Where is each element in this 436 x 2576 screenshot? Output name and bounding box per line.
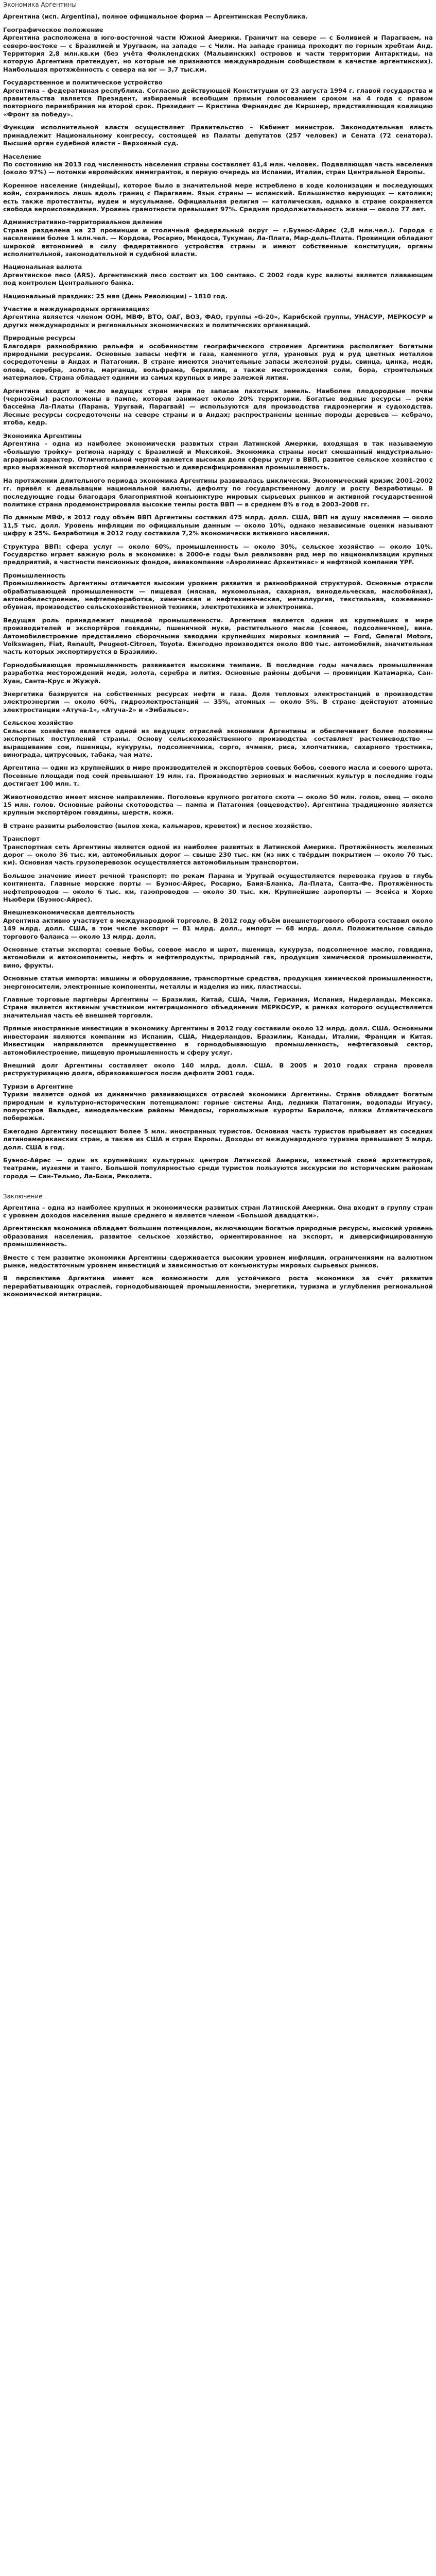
section [3,263,433,300]
section-paragraph: Аргентина расположена в юго-восточной части Южной Америки. Граничит на севере — с Боливией и Парагваем, на северо-востоке — с Бразилией и Уругваем, на западе — с Чили. На западе граница проходит по горным хребтам Анд. Территория 2,8 млн.кв.км (без учёта Фолклендских (Мальвинских) островов и части территории Антарктиды, на которую Аргентина претендует, но которые не признаются международным сообществом в качестве аргентинских). Наибольшая протяжённость с севера на юг — 3,7 тыс.км. [3,34,433,73]
section-paragraph: Аргентина является членом ООН, МВФ, ВТО, ОАГ, ВОЗ, ФАО, группы «G-20», Карибской группы, УНАСУР, МЕРКОСУР и других международных и региональных экономических и политических организаций. [3,313,433,329]
section-paragraph: Внешний долг Аргентины составляет около 140 млрд. долл. США. В 2005 и 2010 годах страна провела реструктуризацию долга, образовавшегося после дефолта 2001 года. [3,1061,433,1077]
section [3,572,433,715]
section-paragraph: Аргентина – одна из наиболее экономически развитых стран Латинской Америки, входящая в так называемую «большую тройку» региона наряду с Бразилией и Мексикой. Экономика страны носит смешанный индустриально-аграрный характер. Отличительной чертой является высокая доля сферы услуг в ВВП, развитое сельское хозяйство с ярко выраженной экспортной направленностью и диверсифицированная промышленность. [3,440,433,471]
section-heading: Государственное и политическое устройство [3,79,163,87]
section-paragraph: Структура ВВП: сфера услуг — около 60%, промышленность — около 30%, сельское хозяйство — около 10%. Государство играет важную роль в экономике: в 2000-е годы был реализован ряд мер по национализации крупных предприятий, в частности пенсионных фондов, авиакомпании «Аэролинеас Архентинас» и нефтяной компании YPF. [3,543,433,566]
section-paragraph: Сельское хозяйство является одной из ведущих отраслей экономики Аргентины и обеспечивает более половины экспортных поступлений страны. Основу сельскохозяйственного производства составляет растениеводство — выращивание сои, пшеницы, кукурузы, подсолнечника, сорго, ячменя, риса, хлопчатника, сахарного тростника, винограда, цитрусовых, табака, чая мате. [3,727,433,758]
conclusion-section [3,1193,433,1298]
section-heading: Административно-территориальное деление [3,218,163,226]
document [3,1,433,1299]
section-paragraph: Ведущая роль принадлежит пищевой промышленности. Аргентина является одним из крупнейших в мире производителей и экспортёров говядины, пшеничной муки, растительного масла (соевое, подсолнечное), вина. Автомобилестроение представлено сборочными заводами крупнейших мировых компаний — Ford, General Motors, Volkswagen, Fiat, Renault, Peugeot-Citroen, Toyota. Ежегодно производится около 800 тыс. автомобилей, значительная часть которых экспортируется в Бразилию. [3,616,433,656]
section-paragraph: Прямые иностранные инвестиции в экономику Аргентины в 2012 году составили около 12 млрд. долл. США. Основными инвесторами являются компании из Испании, США, Нидерландов, Бразилии, Канады, Италии, Франции и Китая. Инвестиции направляются преимущественно в горнодобывающую промышленность, нефтегазовый сектор, автомобилестроение, пищевую промышленность и сферу услуг. [3,1025,433,1056]
section-paragraph: По состоянию на 2013 год численность населения страны составляет 41,4 млн. человек. Подавляющая часть населения (около 97%) — потомки европейских иммигрантов, в первую очередь из Испании, Италии, стран Центральной Европы. [3,160,433,176]
section-heading: Население [3,152,41,160]
section-paragraph: На протяжении длительного периода экономика Аргентины развивалась циклически. Экономический кризис 2001–2002 гг. привёл к девальвации национальной валюты, дефолту по государственному долгу и росту безработицы. В последующие годы благодаря благоприятной конъюнктуре мировых сырьевых рынков и активной государственной политике страна продемонстрировала высокие темпы роста ВВП — в среднем 8% в год в 2003–2008 гг. [3,477,433,508]
section-paragraph: Буэнос-Айрес — один из крупнейших культурных центров Латинской Америки, известный своей архитектурой, театрами, музеями и танго. Большой популярностью среди туристов пользуются экскурсии по историческим районам города — Сан-Тельмо, Ла-Бока, Реколета. [3,1156,433,1180]
section-paragraph: Туризм является одной из динамично развивающихся отраслей экономики Аргентины. Страна обладает богатым природным и культурно-историческим потенциалом: горные системы Анд, ледники Патагонии, водопады Игуасу, полуостров Вальдес, винодельческие районы Мендосы, горнолыжные курорты Барилоче, пляжи Атлантического побережья. [3,1091,433,1122]
section [3,835,433,904]
section-heading: Экономика Аргентины [3,432,82,439]
section-heading: Внешнеэкономическая деятельность [3,909,135,917]
section [3,218,433,258]
section [3,432,433,567]
section-heading: Туризм в Аргентине [3,1082,73,1090]
section [3,334,433,427]
intro-paragraph: Аргентина (исп. Argentina), полное официальное форма — Аргентинская Республика. [3,13,308,21]
section-heading: Транспорт [3,835,40,843]
section-paragraph: Ежегодно Аргентину посещают более 5 млн. иностранных туристов. Основная часть туристов прибывает из соседних латиноамериканских стран, а также из США и стран Европы. Доходы от международного туризма превышают 5 млрд. долл. США в год. [3,1127,433,1151]
section-heading: Промышленность [3,571,66,579]
section [3,153,433,214]
section-paragraph: Страна разделена на 23 провинции и столичный федеральный округ — г.Буэнос-Айрес (2,8 млн.чел.). Города с населением более 1 млн.чел. — Кордова, Росарио, Мендоса, Тукуман, Ла-Плата, Мар-дель-Плата. Провинции обладают широкой автономией в силу федеративного устройства страны и имеют собственные конституции, органы исполнительной, законодательной и судебной власти. [3,226,433,258]
section [3,1083,433,1180]
conclusion-paragraph: Аргентина – одна из наиболее крупных и экономически развитых стран Латинской Америки. Она входит в группу стран с уровнем доходов населения выше среднего и является членом «Большой двадцатки». [3,1204,433,1219]
section-paragraph: Аргентина — один из крупнейших в мире производителей и экспортёров соевых бобов, соевого масла и соевого шрота. Посевные площади под соей превышают 19 млн. га. Производство зерновых и масличных культур в последние годы достигает 100 млн. т. [3,764,433,788]
section-paragraph: По данным МВФ, в 2012 году объём ВВП Аргентины составил 475 млрд. долл. США, ВВП на душу населения — около 11,5 тыс. долл. Уровень инфляции по официальным данным — около 10%, однако независимые оценки называют цифру в 25%. Безработица в 2012 году составила 7,2% экономически активного населения. [3,514,433,537]
section-paragraph: Аргентина активно участвует в международной торговле. В 2012 году объём внешнеторгового оборота составил около 149 млрд. долл. США, в том числе экспорт — 81 млрд. долл., импорт — 68 млрд. долл. Положительное сальдо торгового баланса — около 13 млрд. долл. [3,917,433,940]
conclusion-body [3,1204,433,1299]
section-paragraph: Национальный праздник: 25 мая (День Революции) – 1810 год. [3,292,228,300]
section-paragraph: Промышленность Аргентины отличается высоким уровнем развития и разнообразной структурой. Основные отрасли обрабатывающей промышленности — пищевая (мясная, мукомольная, сахарная, винодельческая, маслобойная), автомобилестроение, нефтепереработка, химическая и нефтехимическая, металлургия, текстильная, кожевенно-обувная, производство сельскохозяйственной техники, электротехника и электроника. [3,580,433,611]
conclusion-paragraph: Вместе с тем развитие экономики Аргентины сдерживается высоким уровнем инфляции, ограничениями на валютном рынке, недостаточным уровнем инвестиций и зависимостью от конъюнктуры мировых сырьевых рынков. [3,1253,433,1269]
section-paragraph: Аргентина входит в число ведущих стран мира по запасам пахотных земель. Наиболее плодородные почвы (чернозёмы) расположены в пампе, которая занимает около 20% территории. Богатые водные ресурсы — реки бассейна Ла-Платы (Парана, Уругвай, Парагвай) — используются для производства гидроэнергии и судоходства. Лесные ресурсы сосредоточены на севере страны и в Андах; распространены ценные породы деревьев — кебрачо, ятоба, кедр. [3,387,433,427]
section-heading: Географическое положение [3,26,103,33]
conclusion-paragraph: В перспективе Аргентина имеет все возможности для устойчивого роста экономики за счёт развития перерабатывающих отраслей, горнодобывающей промышленности, энергетики, туризма и углубления региональной экономической интеграции. [3,1275,433,1298]
section-heading: Национальная валюта [3,263,82,271]
section [3,26,433,74]
section-paragraph: Аргентинское песо (ARS). Аргентинский песо состоит из 100 сентаво. С 2002 года курс валюты является плавающим под контролем Центрального банка. [3,271,433,287]
section [3,909,433,1077]
section-paragraph: Аргентина – федеративная республика. Согласно действующей Конституции от 23 августа 1994 г. главой государства и правительства является Президент, избираемый всеобщим прямым голосованием сроком на 4 года с правом повторного переизбрания на второй срок. Президент — Кристина Фернандес де Киршнер, представляющая коалицию «Фронт за победу». [3,87,433,118]
section [3,306,433,329]
page-title: Экономика Аргентины [3,1,77,8]
section-paragraph: В стране развиты рыболовство (вылов хека, кальмаров, креветок) и лесное хозяйство. [3,822,312,829]
section-heading: Сельское хозяйство [3,719,73,727]
section-paragraph: Энергетика базируется на собственных ресурсах нефти и газа. Доля тепловых электростанций в производстве электроэнергии — около 60%, гидроэлектростанций — 35%, атомных — около 5%. В стране действуют атомные электростанции «Атуча-1», «Атуча-2» и «Эмбальсе». [3,690,433,714]
section-paragraph: Основные статьи импорта: машины и оборудование, транспортные средства, продукция химической промышленности, энергоносители, электронные компоненты, металлы и изделия из них, пластмассы. [3,975,433,990]
section-paragraph: Благодаря разнообразию рельефа и особенностям географического строения Аргентина располагает богатыми природными ресурсами. Основные запасы нефти и газа, каменного угля, урановых руд и руд цветных металлов сосредоточены в Андах и Патагонии. В стране имеются значительные запасы железной руды, свинца, цинка, меди, олова, серебра, золота, марганца, вольфрама, бериллия, а также месторождения соли, бора, строительных материалов. Страна обладает одними из самых крупных в мире залежей лития. [3,342,433,382]
section-paragraph: Главные торговые партнёры Аргентины — Бразилия, Китай, США, Чили, Германия, Испания, Нидерланды, Мексика. Страна является активным участником интеграционного объединения МЕРКОСУР, в рамках которого осуществляется значительная часть её внешней торговли. [3,996,433,1019]
section-heading: Участие в международных организациях [3,306,150,313]
section-paragraph: Животноводство имеет мясное направление. Поголовье крупного рогатого скота — около 50 млн. голов, овец — около 15 млн. голов. Основные районы скотоводства — пампа и Патагония (овцеводство). Аргентина традиционно является крупным экспортёром говядины, шерсти, кожи. [3,793,433,817]
section [3,719,433,830]
section [3,79,433,147]
section-paragraph: Функции исполнительной власти осуществляет Правительство – Кабинет министров. Законодательная власть принадлежит Национальному конгрессу, состоящей из Палаты депутатов (257 человек) и Сената (72 сенатора). Высший орган судебной власти – Верховный суд. [3,124,433,147]
section-paragraph: Большое значение имеет речной транспорт: по рекам Парана и Уругвай осуществляется перевозка грузов в глубь континента. Главные морские порты — Буэнос-Айрес, Росарио, Баия-Бланка, Ла-Плата, Санта-Фе. Протяжённость нефтепроводов — около 6 тыс. км, газопроводов — около 30 тыс. км. Крупнейшие аэропорты — Эсейса и Хорхе Ньюбери (Буэнос-Айрес). [3,872,433,903]
conclusion-heading: Заключение [3,1193,43,1200]
section-paragraph: Основные статьи экспорта: соевые бобы, соевое масло и шрот, пшеница, кукуруза, подсолнечное масло, говядина, автомобили и автокомпоненты, нефть и нефтепродукты, природный газ, продукция химической промышленности, вино, фрукты. [3,946,433,969]
section-paragraph: Горнодобывающая промышленность развивается высокими темпами. В последние годы началась промышленная разработка месторождений меди, золота, серебра и лития. Основные районы добычи — провинции Катамарка, Сан-Хуан, Санта-Крус и Жужуй. [3,661,433,685]
section-paragraph: Транспортная сеть Аргентины является одной из наиболее развитых в Латинской Америке. Протяжённость железных дорог — около 36 тыс. км, автомобильных дорог — свыше 230 тыс. км (из них с твёрдым покрытием — около 70 тыс. км). Основная часть грузоперевозок осуществляется автомобильным транспортом. [3,843,433,867]
conclusion-paragraph: Аргентинская экономика обладает большим потенциалом, включающим богатые природные ресурсы, высокий уровень образования населения, развитое сельское хозяйство, ориентированное на экспорт, и диверсифицированную промышленность. [3,1225,433,1248]
section-heading: Природные ресурсы [3,334,76,342]
sections-container [3,26,433,1180]
section-paragraph: Коренное население (индейцы), которое было в значительной мере истреблено в ходе колонизации и последующих войн, сохранилось лишь вдоль границ с Парагваем. Язык страны — испанский. Большинство верующих — католики; есть также протестанты, иудеи и мусульмане. Официальная религия — католическая, однако в стране сохраняется свобода вероисповедания. Уровень грамотности превышает 97%. Средняя продолжительность жизни — около 77 лет. [3,181,433,213]
